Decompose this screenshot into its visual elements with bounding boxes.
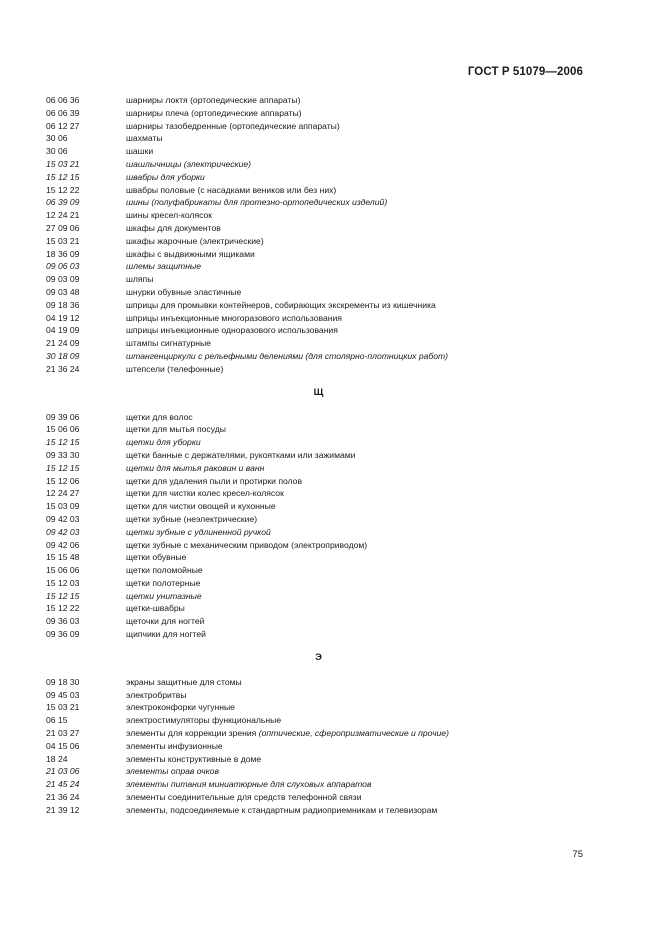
entry-code: 09 03 09 <box>46 274 80 285</box>
entry-code: 06 06 39 <box>46 107 80 118</box>
entry-term <box>126 804 591 817</box>
entry-term-text: щетки полотерные <box>126 577 201 588</box>
index-entry <box>46 235 591 248</box>
index-entry <box>46 449 591 462</box>
index-entry <box>46 248 591 261</box>
entry-code: 09 18 36 <box>46 299 80 310</box>
entry-term-text: щетки для волос <box>126 411 193 422</box>
entry-code: 06 06 36 <box>46 95 80 105</box>
entry-term-text: элементы соединительные для средств телефонной связи <box>126 792 362 803</box>
entry-term <box>126 714 591 727</box>
entry-code: 15 12 06 <box>46 475 80 486</box>
entry-code: 15 03 21 <box>46 235 80 246</box>
entry-code: 09 42 03 <box>46 513 80 524</box>
entry-term <box>126 350 591 363</box>
index-entry <box>46 753 591 766</box>
entry-term-text: шляпы <box>126 274 154 285</box>
section-letter: Э <box>315 651 322 663</box>
entry-term <box>126 184 591 197</box>
entry-term <box>126 260 591 273</box>
index-entry <box>46 804 591 817</box>
entry-term <box>126 778 591 791</box>
index-entry <box>46 727 591 740</box>
index-entry <box>46 628 591 641</box>
entry-term-text: щипчики для ногтей <box>126 629 206 640</box>
entry-term-text: швабры половые (с насадками веников или без них) <box>126 184 337 195</box>
entry-term-text: щетки зубные с удлиненной ручкой <box>126 526 271 537</box>
entry-code: 12 24 27 <box>46 488 80 499</box>
entry-term <box>126 248 591 261</box>
entry-term <box>126 209 591 222</box>
entry-term-text: шкафы жарочные (электрические) <box>126 235 264 246</box>
entry-code: 15 03 21 <box>46 702 80 713</box>
entry-code: 21 03 27 <box>46 728 80 739</box>
index-entry <box>46 286 591 299</box>
entry-term <box>126 436 591 449</box>
entry-term-text: щетки для мытья раковин и ванн <box>126 462 265 473</box>
entry-term-text: электроконфорки чугунные <box>126 702 235 713</box>
index-entry <box>46 158 591 171</box>
index-entry <box>46 184 591 197</box>
index-content <box>46 94 591 817</box>
entry-term <box>126 564 591 577</box>
entry-term-text: электростимуляторы функциональные <box>126 715 282 726</box>
entry-term-text: электробритвы <box>126 689 187 700</box>
entry-term-text: штепсели (телефонные) <box>126 363 224 374</box>
index-entry <box>46 411 591 424</box>
entry-term-text: щетки зубные (неэлектрические) <box>126 513 258 524</box>
index-entry <box>46 676 591 689</box>
entry-term <box>126 765 591 778</box>
entry-term-text: шприцы для промывки контейнеров, собирающих экскременты из кишечника <box>126 299 436 310</box>
index-entry <box>46 602 591 615</box>
entry-term-text: штампы сигнатурные <box>126 338 211 349</box>
entry-code: 15 12 15 <box>46 171 80 182</box>
entry-term <box>126 753 591 766</box>
index-entry <box>46 500 591 513</box>
entry-term-text: шарниры локтя (ортопедические аппараты) <box>126 95 301 105</box>
entry-term-text: элементы оправ очков <box>126 766 219 777</box>
entry-code: 09 42 06 <box>46 539 80 550</box>
entry-term <box>126 132 591 145</box>
index-entry <box>46 337 591 350</box>
index-entry <box>46 222 591 235</box>
page-number: 75 <box>572 849 583 860</box>
index-entry <box>46 462 591 475</box>
entry-term <box>126 577 591 590</box>
entry-code: 15 12 22 <box>46 603 80 614</box>
entry-term <box>126 120 591 133</box>
entry-term <box>126 590 591 603</box>
entry-code: 09 45 03 <box>46 689 80 700</box>
entry-term-text: шприцы инъекционные одноразового использования <box>126 325 338 336</box>
entry-code: 30 06 <box>46 133 68 144</box>
entry-term <box>126 462 591 475</box>
entry-term-text: щетки унитазные <box>126 590 202 601</box>
entry-term <box>126 500 591 513</box>
entry-term <box>126 513 591 526</box>
index-entry <box>46 350 591 363</box>
entry-code: 27 09 06 <box>46 222 80 233</box>
entry-term <box>126 222 591 235</box>
index-entry <box>46 513 591 526</box>
entry-code: 15 12 15 <box>46 462 80 473</box>
entry-code: 21 45 24 <box>46 779 80 790</box>
entry-term-text: шприцы инъекционные многоразового использования <box>126 312 342 323</box>
document-standard-header: ГОСТ Р 51079—2006 <box>467 66 583 78</box>
entry-term <box>126 539 591 552</box>
entry-term <box>126 791 591 804</box>
entry-code: 04 19 09 <box>46 325 80 336</box>
entry-term <box>126 423 591 436</box>
entry-term-text: элементы для коррекции зрения <box>126 728 259 739</box>
entry-term <box>126 235 591 248</box>
entry-term <box>126 551 591 564</box>
entry-term-text: шкафы с выдвижными ящиками <box>126 248 255 259</box>
entry-code: 30 18 09 <box>46 350 80 361</box>
entry-term-text: элементы, подсоединяемые к стандартным радиоприемникам и телевизорам <box>126 804 438 815</box>
entry-code: 12 24 21 <box>46 210 80 221</box>
index-entry <box>46 273 591 286</box>
entry-term <box>126 107 591 120</box>
entry-term <box>126 475 591 488</box>
entry-code: 09 39 06 <box>46 411 80 422</box>
entry-code: 15 12 15 <box>46 437 80 448</box>
entry-code: 04 19 12 <box>46 312 80 323</box>
index-entry <box>46 551 591 564</box>
entry-term-text: щетки для уборки <box>126 437 201 448</box>
index-entry <box>46 590 591 603</box>
entry-code: 18 24 <box>46 753 68 764</box>
entry-code: 21 24 09 <box>46 338 80 349</box>
entry-term-text: штангенциркули с рельефными делениями (для столярно-плотницких работ) <box>126 350 449 361</box>
entry-term <box>126 628 591 641</box>
index-entry <box>46 539 591 552</box>
entry-code: 15 03 09 <box>46 501 80 512</box>
entry-code: 06 15 <box>46 715 68 726</box>
entry-code: 15 06 06 <box>46 565 80 576</box>
entry-term-text: шашки <box>126 146 154 157</box>
entry-term-text: щеточки для ногтей <box>126 616 205 627</box>
entry-term <box>126 615 591 628</box>
entry-code: 18 36 09 <box>46 248 80 259</box>
entry-code: 09 18 30 <box>46 676 80 687</box>
entry-term <box>126 196 591 209</box>
entry-term-text: элементы конструктивные в доме <box>126 753 262 764</box>
entry-term-text: элементы питания миниатюрные для слуховых аппаратов <box>126 779 372 790</box>
entry-code: 06 12 27 <box>46 120 80 131</box>
entry-code: 30 06 <box>46 146 68 157</box>
entry-term <box>126 299 591 312</box>
index-entry <box>46 564 591 577</box>
entry-code: 15 06 06 <box>46 424 80 435</box>
index-entry <box>46 299 591 312</box>
index-entry <box>46 791 591 804</box>
entry-code: 09 03 48 <box>46 286 80 297</box>
section-letter: Щ <box>313 386 324 398</box>
entry-term-text: швабры для уборки <box>126 171 205 182</box>
entry-term-text: щетки обувные <box>126 552 187 563</box>
entry-term <box>126 158 591 171</box>
entry-term-text: экраны защитные для стомы <box>126 676 242 687</box>
index-entry <box>46 423 591 436</box>
entry-code: 09 33 30 <box>46 449 80 460</box>
index-entry <box>46 145 591 158</box>
entry-term <box>126 171 591 184</box>
entry-term-text: щетки зубные с механическим приводом (электроприводом) <box>126 539 368 550</box>
index-entry <box>46 196 591 209</box>
entry-term <box>126 727 591 740</box>
index-entry <box>46 689 591 702</box>
entry-term <box>126 324 591 337</box>
entry-term-text: щетки для чистки овощей и кухонные <box>126 501 276 512</box>
entry-term <box>126 526 591 539</box>
entry-code: 09 42 03 <box>46 526 80 537</box>
entry-term-text: шарниры плеча (ортопедические аппараты) <box>126 107 302 118</box>
entry-term <box>126 487 591 500</box>
index-entry <box>46 107 591 120</box>
index-entry <box>46 363 591 376</box>
entry-term <box>126 337 591 350</box>
entry-term-text: щетки для чистки колес кресел-колясок <box>126 488 284 499</box>
entry-code: 09 06 03 <box>46 261 80 272</box>
entry-term-text: шахматы <box>126 133 163 144</box>
entry-term-text: шашлычницы (электрические) <box>126 158 252 169</box>
index-entry <box>46 436 591 449</box>
entry-code: 15 03 21 <box>46 158 80 169</box>
entry-term-text: щетки поломойные <box>126 565 203 576</box>
entry-term-note: (оптические, сферопризматические и прочие) <box>258 728 449 739</box>
entry-term <box>126 676 591 689</box>
entry-term-text: шнурки обувные эластичные <box>126 286 242 297</box>
entry-term <box>126 740 591 753</box>
index-entry <box>46 120 591 133</box>
index-entry <box>46 740 591 753</box>
index-entry <box>46 526 591 539</box>
entry-term <box>126 286 591 299</box>
index-entry <box>46 615 591 628</box>
entry-code: 15 12 22 <box>46 184 80 195</box>
entry-term-text: щетки банные с держателями, рукоятками или зажимами <box>126 449 356 460</box>
entry-term-text: элементы инфузионные <box>126 740 223 751</box>
index-entry <box>46 475 591 488</box>
entry-term-text: шлемы защитные <box>126 261 202 272</box>
index-entry <box>46 132 591 145</box>
entry-code: 09 36 09 <box>46 629 80 640</box>
entry-term-text: шины кресел-колясок <box>126 210 213 221</box>
entry-code: 21 03 06 <box>46 766 80 777</box>
entry-term-text: щетки для мытья посуды <box>126 424 226 435</box>
index-entry <box>46 765 591 778</box>
index-entry <box>46 701 591 714</box>
entry-code: 21 36 24 <box>46 792 80 803</box>
entry-term <box>126 94 591 107</box>
entry-code: 15 12 15 <box>46 590 80 601</box>
entry-term-text: шины (полуфабрикаты для протезно-ортопедических изделий) <box>126 197 388 208</box>
entry-code: 04 15 06 <box>46 740 80 751</box>
entry-code: 09 36 03 <box>46 616 80 627</box>
entry-term-text: щетки-швабры <box>126 603 185 614</box>
entry-term-text: шкафы для документов <box>126 222 221 233</box>
entry-code: 15 12 03 <box>46 577 80 588</box>
entry-code: 21 39 12 <box>46 804 80 815</box>
entry-term <box>126 689 591 702</box>
index-entry <box>46 171 591 184</box>
index-entry <box>46 94 591 107</box>
entry-term <box>126 449 591 462</box>
entry-code: 15 15 48 <box>46 552 80 563</box>
entry-code: 21 36 24 <box>46 363 80 374</box>
index-entry <box>46 312 591 325</box>
index-entry <box>46 778 591 791</box>
entry-term <box>126 273 591 286</box>
entry-term <box>126 602 591 615</box>
index-entry <box>46 324 591 337</box>
entry-term-text: шарниры тазобедренные (ортопедические аппараты) <box>126 120 340 131</box>
entry-term <box>126 145 591 158</box>
index-entry <box>46 577 591 590</box>
index-entry <box>46 209 591 222</box>
index-entry <box>46 714 591 727</box>
entry-term <box>126 411 591 424</box>
entry-term <box>126 363 591 376</box>
entry-code: 06 39 09 <box>46 197 80 208</box>
entry-term <box>126 701 591 714</box>
entry-term <box>126 312 591 325</box>
entry-term-text: щетки для удаления пыли и протирки полов <box>126 475 303 486</box>
index-entry <box>46 487 591 500</box>
index-entry <box>46 260 591 273</box>
